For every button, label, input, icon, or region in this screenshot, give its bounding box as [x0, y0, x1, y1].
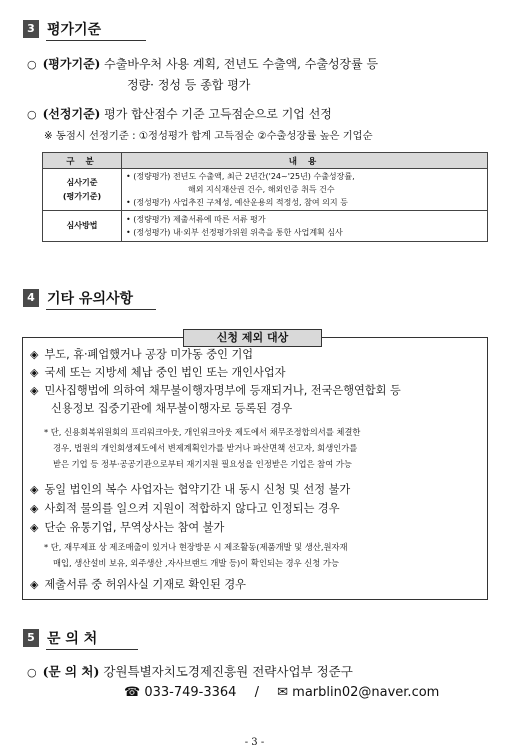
exclusion-item-text: 민사집행법에 의하여 채무불이행자명부에 등재되거나, 전국은행연합회 등 — [44, 384, 401, 397]
circle-bullet-icon: ○ — [27, 666, 37, 679]
contact-details — [124, 685, 439, 700]
criteria-selection-line — [27, 104, 332, 125]
row-content-criteria — [122, 169, 488, 211]
table-row — [43, 211, 488, 242]
exclusion-item-text: 동일 법인의 복수 사업자는 협약기간 내 동시 신청 및 선정 불가 — [44, 483, 351, 496]
exclusion-item-continuation: 신용정보 집중기관에 채무불이행자로 등록된 경우 — [51, 402, 293, 415]
contact-separator: / — [254, 685, 259, 700]
exclusion-note-line: 경우, 법원의 개인회생제도에서 변제계획인가를 받거나 파산면책 선고자, 회생인가를 — [53, 443, 358, 453]
cell-line: • (정성평가) 사업추진 구체성, 예산운용의 적정성, 참여 의지 등 — [126, 198, 348, 207]
section-3-number: 3 — [23, 20, 39, 38]
circle-bullet-icon: ○ — [27, 58, 37, 71]
exclusion-item-text: 단순 유통기업, 무역상사는 참여 불가 — [44, 521, 225, 534]
table-header-content: 내 용 — [122, 153, 488, 169]
section-4-number: 4 — [23, 289, 39, 307]
row-label-line: (평가기준) — [62, 191, 102, 201]
exclusion-item — [30, 364, 286, 381]
criteria-evaluation-line1 — [27, 54, 378, 75]
exclusion-item — [30, 481, 350, 498]
table-header-category: 구 분 — [43, 153, 122, 169]
cell-line: • (정성평가) 내·외부 선정평가위원 위촉을 통한 사업계획 심사 — [126, 228, 343, 237]
row-label-line: 심사기준 — [66, 177, 98, 187]
diamond-bullet-icon: ◈ — [30, 578, 39, 591]
contact-line — [27, 662, 353, 683]
exclusion-item-text: 부도, 휴·폐업했거나 공장 미가동 중인 기업 — [44, 348, 254, 361]
exclusion-item — [30, 382, 401, 399]
exclusion-item-text: 국세 또는 지방세 체납 중인 법인 또는 개인사업자 — [44, 366, 286, 379]
row-label-method: 심사방법 — [43, 211, 122, 242]
cell-line: 해외 지식재산권 건수, 해외인증 취득 건수 — [188, 185, 335, 194]
exclusion-note-line: * 단, 신용회복위원회의 프리워크아웃, 개인워크아웃 제도에서 채무조정합의서를 체결한 — [44, 427, 361, 437]
criteria-selection-label: (선정기준) — [42, 107, 101, 121]
exclusion-item — [30, 576, 246, 593]
exclusion-item-text: 사회적 물의를 일으켜 지원이 적합하지 않다고 인정되는 경우 — [44, 502, 340, 515]
contact-phone[interactable]: 033-749-3364 — [144, 685, 237, 700]
row-label-criteria — [43, 169, 122, 211]
section-4-underline — [46, 309, 156, 310]
exclusion-item — [30, 346, 253, 363]
diamond-bullet-icon: ◈ — [30, 348, 39, 361]
section-5-underline — [46, 649, 138, 650]
circle-bullet-icon: ○ — [27, 108, 37, 121]
exclusion-box-title: 신청 제외 대상 — [183, 329, 322, 347]
exclusion-note-line: 매입, 생산설비 보유, 외주생산 ,자사브랜드 개발 등)이 확인되는 경우 신청 가능 — [53, 558, 339, 568]
section-5-title: 문 의 처 — [47, 631, 98, 647]
contact-email[interactable]: marblin02@naver.com — [292, 685, 440, 700]
section-3-title: 평가기준 — [47, 22, 102, 38]
page-number: - 3 - — [244, 737, 265, 748]
diamond-bullet-icon: ◈ — [30, 483, 39, 496]
cell-line: • (정량평가) 제출서류에 따른 서류 평가 — [126, 215, 266, 224]
cell-line: • (정량평가) 전년도 수출액, 최근 2년간('24~'25년) 수출성장률, — [126, 172, 355, 181]
table-row — [43, 169, 488, 211]
exclusion-item — [30, 519, 224, 536]
section-4-title: 기타 유의사항 — [47, 291, 134, 307]
contact-label: (문 의 처) — [42, 664, 100, 679]
exclusion-note-line: 받은 기업 등 정부·공공기관으로부터 재기지원 필요성을 인정받은 기업은 참여 가능 — [53, 459, 352, 469]
email-icon: ✉ — [277, 685, 289, 700]
criteria-table — [42, 152, 488, 242]
diamond-bullet-icon: ◈ — [30, 521, 39, 534]
exclusion-item — [30, 500, 340, 517]
contact-org: 강원특별자치도경제진흥원 전략사업부 정준구 — [103, 664, 353, 679]
criteria-evaluation-text: 수출바우처 사용 계획, 전년도 수출액, 수출성장률 등 — [104, 57, 379, 71]
diamond-bullet-icon: ◈ — [30, 366, 39, 379]
exclusion-item-text: 제출서류 중 허위사실 기재로 확인된 경우 — [44, 578, 246, 591]
criteria-evaluation-label: (평가기준) — [42, 57, 101, 71]
phone-icon: ☎ — [124, 685, 141, 700]
section-5-number: 5 — [23, 629, 39, 647]
section-3-underline — [46, 40, 146, 41]
diamond-bullet-icon: ◈ — [30, 384, 39, 397]
criteria-selection-text: 평가 합산점수 기준 고득점순으로 기업 선정 — [104, 107, 332, 121]
row-content-method — [122, 211, 488, 242]
diamond-bullet-icon: ◈ — [30, 502, 39, 515]
criteria-evaluation-line2: 정량· 정성 등 종합 평가 — [127, 78, 251, 92]
tie-break-note: ※ 동점시 선정기준 : ①정성평가 합계 고득점순 ②수출성장률 높은 기업순 — [44, 130, 373, 142]
exclusion-note-line: * 단, 재무제표 상 제조매출이 있거나 현장방문 시 제조활동(제품개발 및 생산,원자재 — [44, 542, 348, 552]
